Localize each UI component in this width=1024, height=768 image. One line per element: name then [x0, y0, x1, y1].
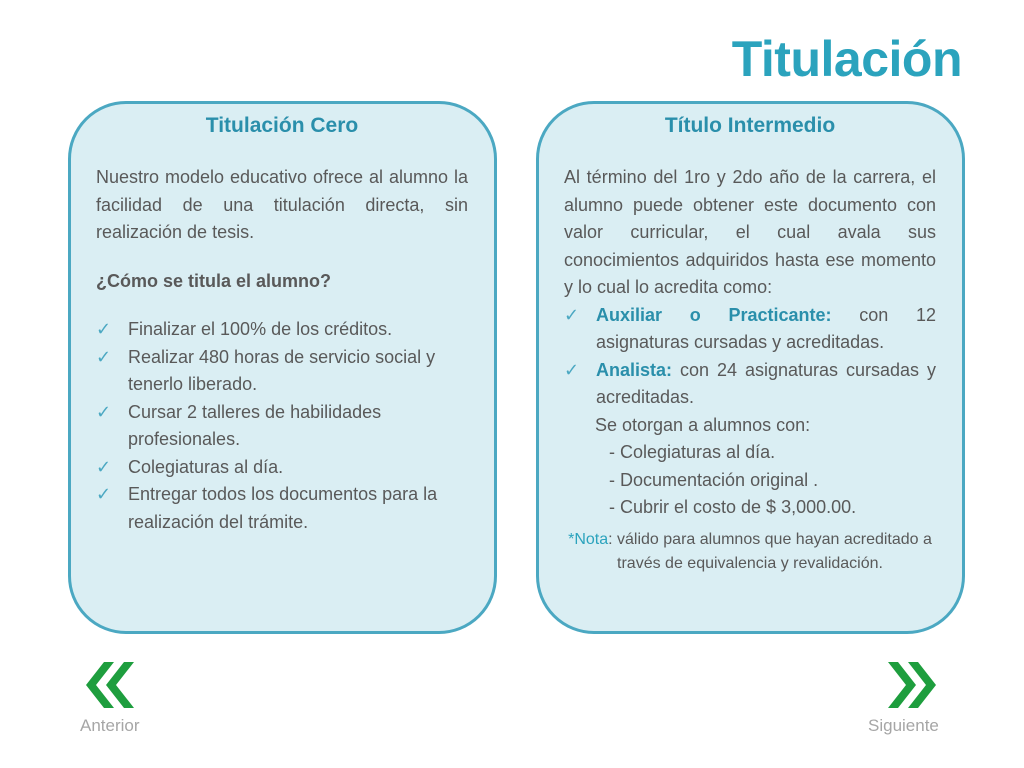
check-icon: ✓	[564, 304, 580, 325]
titulacion-cero-card	[68, 101, 497, 634]
requirement-line: - Cubrir el costo de $ 3,000.00.	[609, 497, 857, 517]
list-item: ✓ Cursar 2 talleres de habilidades profesionales.	[96, 399, 468, 454]
card-title: Título Intermedio	[664, 114, 836, 137]
list-item: ✓ Finalizar el 100% de los créditos.	[96, 316, 468, 344]
list-item: ✓ Auxiliar o Practicante: con 12 asignaturas cursadas y acreditadas.	[564, 302, 936, 357]
page-title: Titulación	[731, 31, 962, 87]
list-item: ✓ Colegiaturas al día.	[96, 454, 468, 482]
card-title: Titulación Cero	[205, 114, 359, 137]
check-icon: ✓	[564, 359, 580, 380]
card-intro: Nuestro modelo educativo ofrece al alumno la facilidad de una titulación directa, sin realización de tesis.	[96, 167, 468, 242]
check-icon: ✓	[96, 456, 112, 477]
requirement-line: - Documentación original .	[609, 469, 819, 490]
previous-label[interactable]: Anterior	[80, 716, 140, 735]
check-icon: ✓	[96, 484, 112, 504]
check-icon: ✓	[96, 319, 112, 339]
level-term: Analista:	[596, 359, 673, 380]
titulo-intermedio-card	[536, 101, 965, 634]
note-label: *Nota	[568, 530, 609, 548]
list-item: ✓ Realizar 480 horas de servicio social y tenerlo liberado.	[96, 344, 468, 399]
list-item: ✓ Entregar todos los documentos para la realización del trámite.	[96, 481, 468, 536]
degree-levels-list	[564, 302, 936, 412]
requirement-line: - Colegiaturas al día.	[609, 442, 776, 462]
next-label[interactable]: Siguiente	[868, 716, 939, 735]
level-term: Auxiliar o Practicante:	[596, 304, 832, 325]
granted-to-text: Se otorgan a alumnos con:	[595, 414, 811, 435]
previous-button[interactable]	[84, 660, 136, 710]
requirements-list	[96, 316, 468, 536]
check-icon: ✓	[96, 401, 112, 422]
next-button[interactable]	[886, 660, 938, 710]
list-item: ✓ Analista: con 24 asignaturas cursadas y acreditadas.	[564, 357, 936, 412]
double-chevron-right-icon	[886, 660, 938, 710]
card-intro: Al término del 1ro y 2do año de la carrera, el alumno puede obtener este documento con valor curricular, el cual avala sus conocimientos adquiridos hasta ese momento y lo cual lo acredita como:	[564, 167, 936, 297]
card-question: ¿Cómo se titula el alumno?	[96, 270, 332, 291]
note-text: : válido para alumnos que hayan acreditado a través de equivalencia y revalidación.	[608, 530, 932, 572]
check-icon: ✓	[96, 346, 112, 367]
note	[564, 528, 936, 576]
double-chevron-left-icon	[84, 660, 136, 710]
